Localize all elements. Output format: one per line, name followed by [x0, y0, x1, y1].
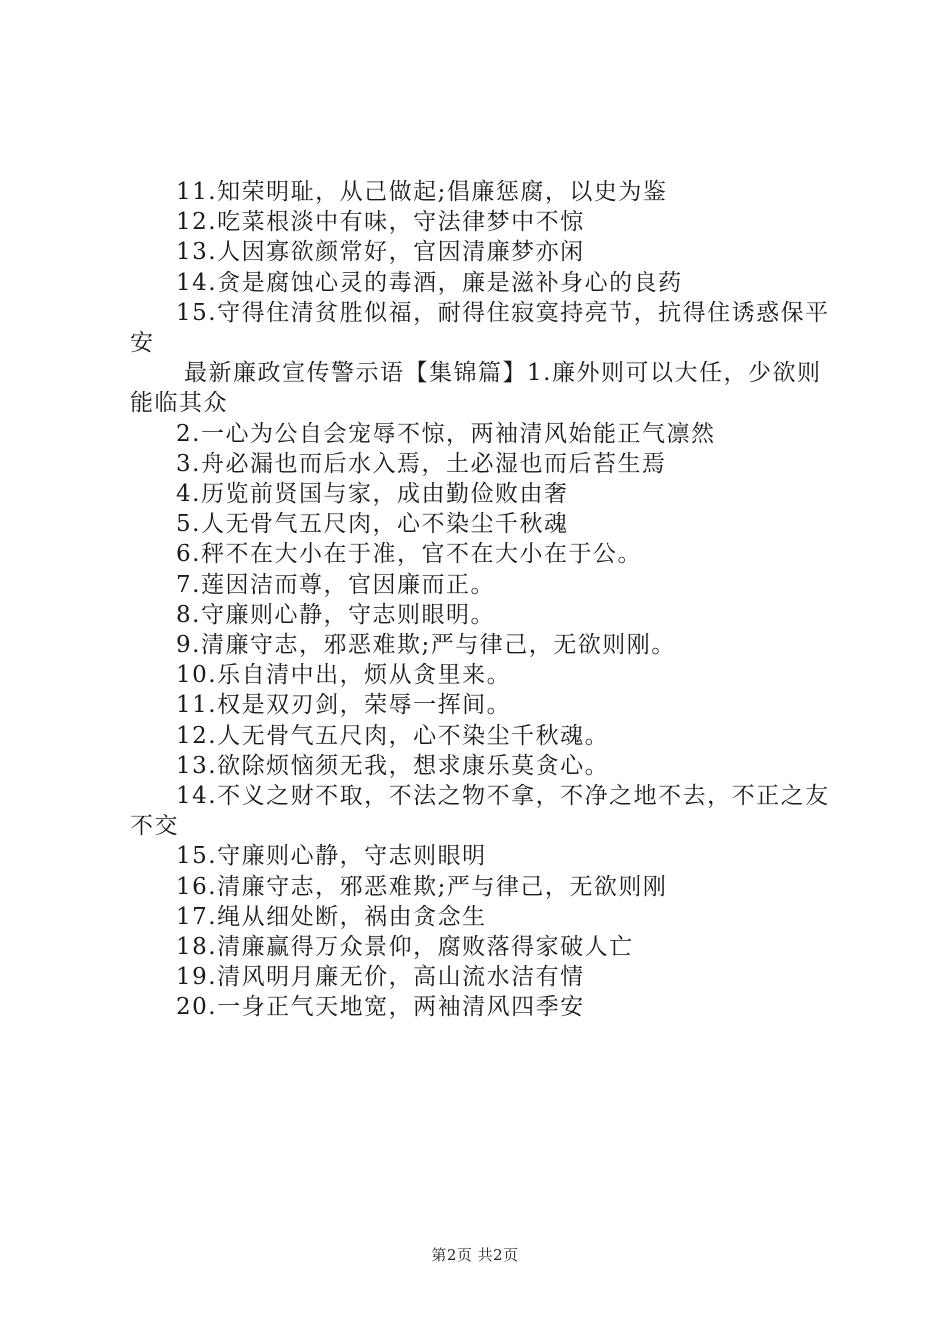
slogan-line: 12.人无骨气五尺肉，心不染尘千秋魂。 — [176, 722, 610, 749]
slogan-line: 6.秤不在大小在于准，官不在大小在于公。 — [176, 541, 642, 568]
slogan-line: 13.人因寡欲颜常好，官因清廉梦亦闲 — [176, 239, 585, 266]
slogan-line: 11.权是双刃剑，荣辱一挥间。 — [176, 692, 512, 719]
slogan-line: 7.莲因洁而尊，官因廉而正。 — [176, 571, 495, 598]
slogan-line: 13.欲除烦恼须无我，想求康乐莫贪心。 — [176, 752, 610, 779]
slogan-line: 3.舟必漏也而后水入焉，土必湿也而后苔生焉 — [176, 450, 667, 477]
slogan-line: 19.清风明月廉无价，高山流水洁有情 — [176, 964, 585, 991]
slogan-line: 15.守得住清贫胜似福，耐得住寂寞持亮节，抗得住诱惑保平安 — [130, 299, 830, 357]
slogan-line: 11.知荣明耻，从己做起;倡廉惩腐，以史为鉴 — [176, 179, 668, 205]
slogan-line: 20.一身正气天地宽，两袖清风四季安 — [176, 994, 585, 1021]
slogan-line: 4.历览前贤国与家，成由勤俭败由奢 — [176, 481, 569, 508]
slogan-line: 10.乐自清中出，烦从贪里来。 — [176, 662, 512, 689]
section-heading-line: 最新廉政宣传警示语【集锦篇】1.廉外则可以大任，少欲则能临其众 — [130, 360, 822, 417]
slogan-line: 8.守廉则心静，守志则眼明。 — [176, 601, 495, 628]
slogan-line: 14.贪是腐蚀心灵的毒酒，廉是滋补身心的良药 — [176, 269, 683, 296]
slogan-line: 9.清廉守志，邪恶难欺;严与律己，无欲则刚。 — [176, 632, 676, 659]
slogan-line: 12.吃菜根淡中有味，守法律梦中不惊 — [176, 209, 585, 236]
slogan-line: 16.清廉守志，邪恶难欺;严与律己，无欲则刚 — [176, 873, 668, 900]
slogan-line: 14.不义之财不取，不法之物不拿，不净之地不去，不正之友不交 — [130, 783, 830, 840]
page-footer: 第2页 共2页 — [431, 1246, 519, 1264]
slogan-line: 17.绳从细处断，祸由贪念生 — [176, 903, 487, 930]
slogan-line: 2.一心为公自会宠辱不惊，两袖清风始能正气凛然 — [176, 420, 716, 447]
slogan-line: 15.守廉则心静，守志则眼明 — [176, 843, 487, 870]
slogan-line: 18.清廉赢得万众景仰，腐败落得家破人亡 — [176, 934, 634, 961]
document-body — [130, 177, 832, 1023]
slogan-line: 5.人无骨气五尺肉，心不染尘千秋魂 — [176, 511, 569, 538]
